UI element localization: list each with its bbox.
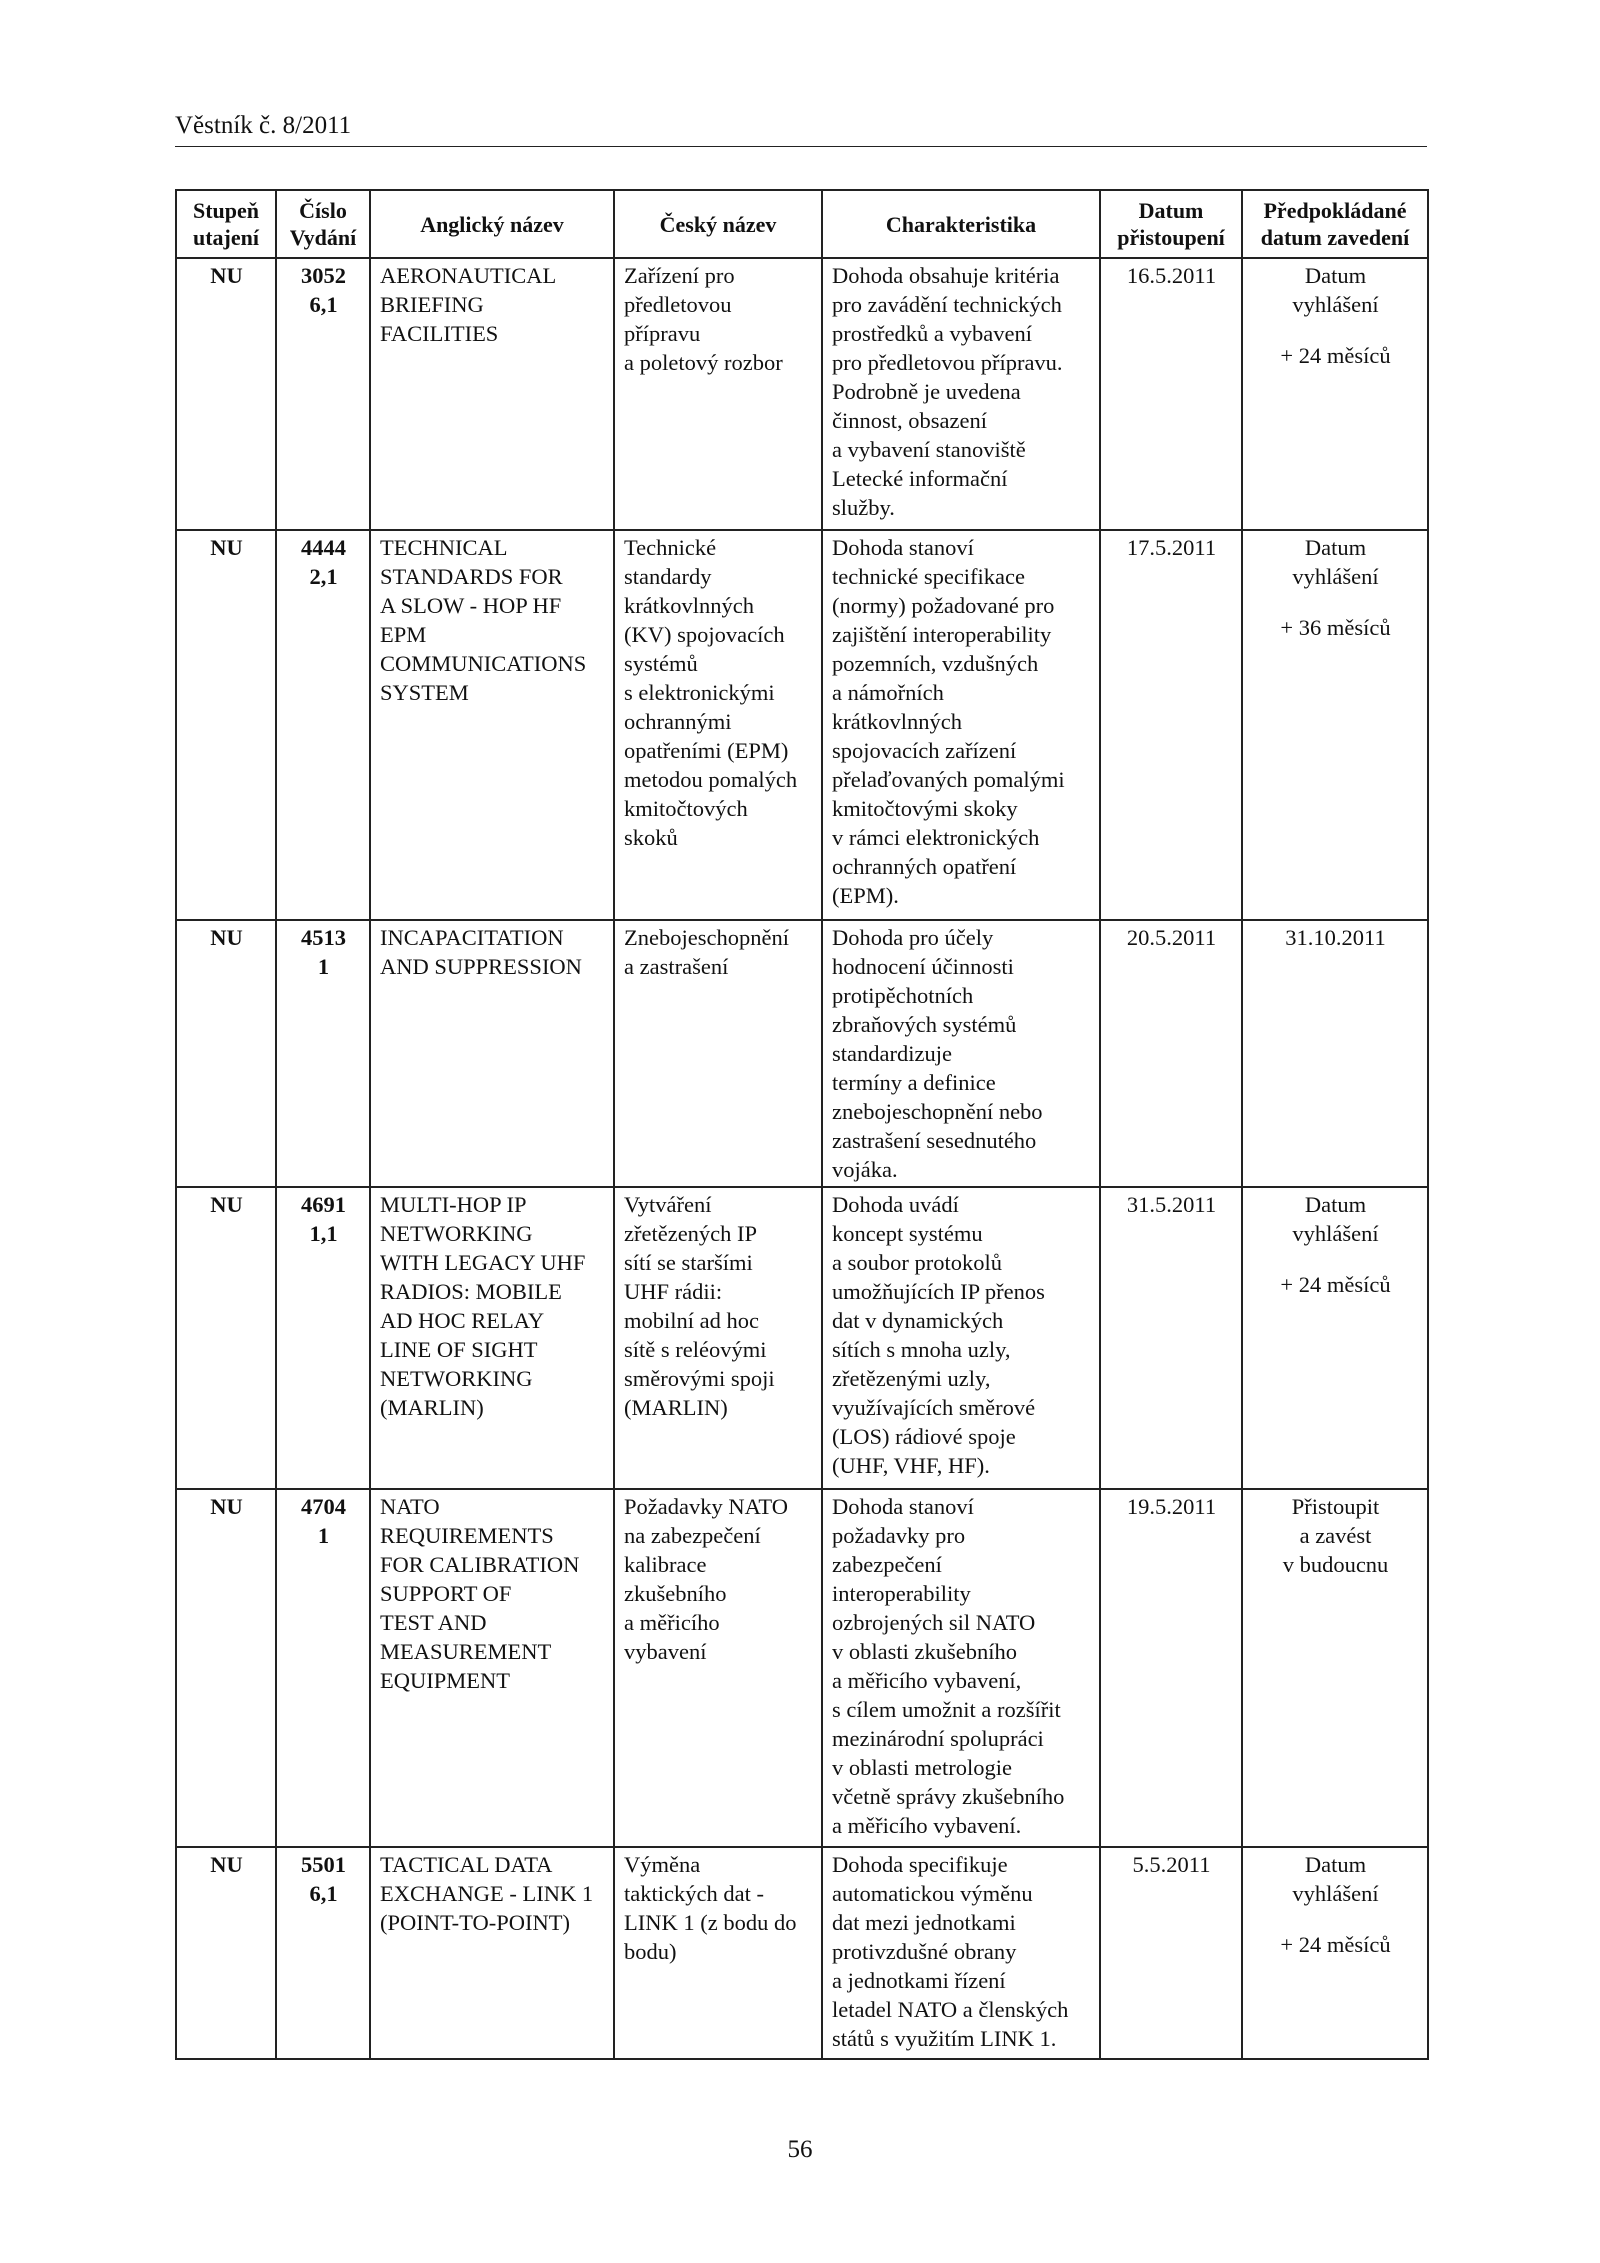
cell-english-name [370,1847,614,2059]
cell-classification: NU [176,1187,276,1489]
cell-line: 31.10.2011 [1285,925,1386,950]
cell-line: Přistoupit [1291,1494,1380,1519]
cell-accession-date: 19.5.2011 [1100,1489,1242,1847]
cell-line: metodou pomalých [624,767,798,792]
cell-accession-date: 31.5.2011 [1100,1187,1242,1489]
cell-classification: NU [176,1847,276,2059]
cell-line: a jednotkami řízení [832,1968,1006,1993]
cell-line: skoků [624,825,678,850]
page-number: 56 [787,2136,813,2163]
cell-line: Podrobně je uvedena [832,379,1021,404]
cell-line: systémů [624,651,698,676]
standards-table [175,189,1429,2060]
cell-line: zbraňových systémů [832,1012,1017,1037]
cell-line: UHF rádii: [624,1279,723,1304]
cell-accession-date: 20.5.2011 [1100,920,1242,1187]
cell-line: letadel NATO a členských [832,1997,1069,2022]
header-divider [175,146,1427,147]
cell-line: zabezpečení [832,1552,942,1577]
cell-line: standardizuje [832,1041,952,1066]
cell-english-name [370,530,614,920]
cell-document-number [276,1187,370,1489]
cell-line: přípravu [624,321,701,346]
cell-document-number [276,1847,370,2059]
cell-line: v oblasti metrologie [832,1755,1012,1780]
cell-line: STANDARDS FOR [380,564,563,589]
cell-line: protivzdušné obrany [832,1939,1017,1964]
cell-line: NETWORKING [380,1221,533,1246]
cell-line: (MARLIN) [380,1395,484,1420]
cell-line: na zabezpečení [624,1523,761,1548]
cell-line: 1 [317,954,330,979]
cell-accession-date: 5.5.2011 [1100,1847,1242,2059]
cell-implementation-date [1242,1187,1428,1489]
cell-line: FACILITIES [380,321,499,346]
cell-line: a zavést [1299,1523,1372,1548]
cell-line: zajištění interoperability [832,622,1052,647]
cell-line: (POINT-TO-POINT) [380,1910,570,1935]
cell-line: s cílem umožnit a rozšířit [832,1697,1061,1722]
cell-line: 2,1 [309,564,338,589]
cell-line: spojovacích zařízení [832,738,1017,763]
cell-line: Dohoda uvádí [832,1192,959,1217]
cell-accession-date: 17.5.2011 [1100,530,1242,920]
cell-line: krátkovlnných [832,709,962,734]
cell-line: vybavení [624,1639,707,1664]
cell-line: INCAPACITATION [380,925,564,950]
cell-line: 4691 [301,1192,346,1217]
cell-line: znebojeschopnění nebo [832,1099,1043,1124]
column-header-czech-name: Český název [614,190,822,258]
cell-line: + 24 měsíců [1280,1932,1391,1957]
cell-line: Dohoda stanoví [832,535,974,560]
cell-line: krátkovlnných [624,593,754,618]
cell-line: Technické [624,535,717,560]
cell-line: (MARLIN) [624,1395,728,1420]
cell-line: bodu) [624,1939,677,1964]
cell-line: vyhlášení [1292,1221,1379,1246]
line-spacer [1252,591,1419,613]
cell-line: MEASUREMENT [380,1639,552,1664]
cell-line: (KV) spojovacích [624,622,785,647]
cell-line: Požadavky NATO [624,1494,788,1519]
cell-line: včetně správy zkušebního [832,1784,1065,1809]
cell-line: s elektronickými [624,680,775,705]
cell-czech-name [614,530,822,920]
cell-line: sítích s mnoha uzly, [832,1337,1011,1362]
cell-description [822,1847,1100,2059]
cell-line: LINK 1 (z bodu do [624,1910,797,1935]
cell-line: AND SUPPRESSION [380,954,582,979]
cell-line: + 24 měsíců [1280,1272,1391,1297]
cell-line: sítí se staršími [624,1250,753,1275]
cell-document-number [276,920,370,1187]
cell-classification: NU [176,1489,276,1847]
cell-line: a měřicího vybavení. [832,1813,1022,1838]
table-row [176,258,1428,530]
cell-description [822,258,1100,530]
cell-line: států s využitím LINK 1. [832,2026,1057,2051]
cell-line: mobilní ad hoc [624,1308,759,1333]
cell-line: termíny a definice [832,1070,996,1095]
column-header-description: Charakteristika [822,190,1100,258]
cell-classification: NU [176,258,276,530]
cell-english-name [370,920,614,1187]
cell-line: SYSTEM [380,680,469,705]
cell-line: protipěchotních [832,983,974,1008]
cell-line: 1,1 [309,1221,338,1246]
cell-line: interoperability [832,1581,971,1606]
cell-line: Letecké informační [832,466,1008,491]
cell-line: přelaďovaných pomalými [832,767,1065,792]
cell-line: dat v dynamických [832,1308,1004,1333]
cell-line: A SLOW - HOP HF [380,593,562,618]
cell-english-name [370,1187,614,1489]
cell-line: v budoucnu [1282,1552,1389,1577]
cell-line: Datum [1304,263,1367,288]
cell-line: 4704 [301,1494,346,1519]
column-header-accession-date: Datum přistoupení [1100,190,1242,258]
cell-line: MULTI-HOP IP [380,1192,527,1217]
cell-line: využívajících směrové [832,1395,1036,1420]
cell-line: Dohoda specifikuje [832,1852,1008,1877]
cell-line: opatřeními (EPM) [624,738,789,763]
cell-line: + 36 měsíců [1280,615,1391,640]
cell-line: (UHF, VHF, HF). [832,1453,990,1478]
column-header-english-name: Anglický název [370,190,614,258]
cell-line: zastrašení sesednutého [832,1128,1037,1153]
cell-line: v oblasti zkušebního [832,1639,1017,1664]
cell-czech-name [614,1847,822,2059]
cell-description [822,920,1100,1187]
cell-line: zřetězenými uzly, [832,1366,991,1391]
cell-implementation-date [1242,258,1428,530]
cell-line: vyhlášení [1292,292,1379,317]
cell-line: LINE OF SIGHT [380,1337,538,1362]
cell-czech-name [614,1187,822,1489]
table-row [176,1489,1428,1847]
cell-document-number [276,1489,370,1847]
cell-line: TACTICAL DATA [380,1852,553,1877]
cell-line: 4444 [301,535,346,560]
cell-line: RADIOS: MOBILE [380,1279,562,1304]
cell-line: standardy [624,564,712,589]
cell-line: Znebojeschopnění [624,925,789,950]
cell-line: ochrannými [624,709,732,734]
line-spacer [1252,319,1419,341]
cell-line: vojáka. [832,1157,898,1182]
cell-line: pozemních, vzdušných [832,651,1039,676]
cell-line: hodnocení účinnosti [832,954,1014,979]
cell-line: sítě s reléovými [624,1337,767,1362]
table-body [176,258,1428,2059]
cell-line: Zařízení pro [624,263,735,288]
cell-line: REQUIREMENTS [380,1523,554,1548]
cell-line: (EPM). [832,883,899,908]
cell-line: SUPPORT OF [380,1581,512,1606]
cell-line: kmitočtových [624,796,748,821]
cell-line: AERONAUTICAL [380,263,557,288]
cell-implementation-date [1242,920,1428,1187]
cell-line: NETWORKING [380,1366,533,1391]
table-row [176,1187,1428,1489]
cell-line: Vytváření [624,1192,712,1217]
cell-line: ochranných opatření [832,854,1017,879]
cell-line: 6,1 [309,292,338,317]
table-header-row [176,190,1428,258]
table-row [176,1847,1428,2059]
cell-line: (LOS) rádiové spoje [832,1424,1016,1449]
cell-line: Výměna [624,1852,701,1877]
column-header-implementation-date: Předpokládané datum zavedení [1242,190,1428,258]
cell-line: taktických dat - [624,1881,764,1906]
cell-description [822,530,1100,920]
cell-line: vyhlášení [1292,1881,1379,1906]
cell-implementation-date [1242,1489,1428,1847]
cell-classification: NU [176,920,276,1187]
cell-line: zkušebního [624,1581,727,1606]
cell-line: 1 [317,1523,330,1548]
cell-description [822,1489,1100,1847]
cell-line: a zastrašení [624,954,729,979]
cell-line: a měřicího [624,1610,720,1635]
cell-english-name [370,1489,614,1847]
cell-line: pro zavádění technických [832,292,1062,317]
cell-line: požadavky pro [832,1523,966,1548]
cell-line: automatickou výměnu [832,1881,1033,1906]
cell-line: a poletový rozbor [624,350,783,375]
cell-line: Dohoda pro účely [832,925,994,950]
cell-line: v rámci elektronických [832,825,1040,850]
cell-line: kalibrace [624,1552,707,1577]
cell-classification: NU [176,530,276,920]
cell-line: Datum [1304,535,1367,560]
cell-implementation-date [1242,530,1428,920]
cell-line: směrovými spoji [624,1366,775,1391]
cell-document-number [276,530,370,920]
cell-line: EXCHANGE - LINK 1 [380,1881,594,1906]
cell-line: služby. [832,495,895,520]
cell-line: koncept systému [832,1221,983,1246]
table-row [176,920,1428,1187]
cell-line: (normy) požadované pro [832,593,1055,618]
cell-line: a soubor protokolů [832,1250,1002,1275]
cell-line: mezinárodní spolupráci [832,1726,1044,1751]
cell-line: dat mezi jednotkami [832,1910,1016,1935]
cell-line: 4513 [301,925,346,950]
cell-line: Dohoda stanoví [832,1494,974,1519]
cell-line: NATO [380,1494,440,1519]
column-header-number: Číslo Vydání [276,190,370,258]
cell-line: zřetězených IP [624,1221,758,1246]
line-spacer [1252,1908,1419,1930]
cell-implementation-date [1242,1847,1428,2059]
cell-line: TECHNICAL [380,535,508,560]
cell-line: BRIEFING [380,292,484,317]
cell-line: prostředků a vybavení [832,321,1032,346]
cell-line: předletovou [624,292,732,317]
cell-line: technické specifikace [832,564,1026,589]
cell-accession-date: 16.5.2011 [1100,258,1242,530]
cell-line: a námořních [832,680,944,705]
cell-line: 3052 [301,263,346,288]
cell-line: FOR CALIBRATION [380,1552,580,1577]
line-spacer [1252,1248,1419,1270]
cell-document-number [276,258,370,530]
cell-czech-name [614,920,822,1187]
cell-line: EPM [380,622,427,647]
cell-line: kmitočtovými skoky [832,796,1018,821]
cell-english-name [370,258,614,530]
cell-line: a vybavení stanoviště [832,437,1026,462]
cell-line: EQUIPMENT [380,1668,510,1693]
cell-line: Datum [1304,1192,1367,1217]
cell-czech-name [614,258,822,530]
cell-line: umožňujících IP přenos [832,1279,1045,1304]
cell-line: WITH LEGACY UHF [380,1250,586,1275]
cell-line: 6,1 [309,1881,338,1906]
cell-line: + 24 měsíců [1280,343,1391,368]
cell-line: ozbrojených sil NATO [832,1610,1036,1635]
cell-line: TEST AND [380,1610,487,1635]
cell-line: COMMUNICATIONS [380,651,587,676]
table-row [176,530,1428,920]
cell-line: a měřicího vybavení, [832,1668,1022,1693]
bulletin-header: Věstník č. 8/2011 [175,112,352,139]
cell-czech-name [614,1489,822,1847]
cell-line: 5501 [301,1852,346,1877]
cell-line: pro předletovou přípravu. [832,350,1063,375]
cell-description [822,1187,1100,1489]
column-header-classification: Stupeň utajení [176,190,276,258]
cell-line: Dohoda obsahuje kritéria [832,263,1060,288]
cell-line: Datum [1304,1852,1367,1877]
cell-line: AD HOC RELAY [380,1308,545,1333]
cell-line: činnost, obsazení [832,408,987,433]
cell-line: vyhlášení [1292,564,1379,589]
